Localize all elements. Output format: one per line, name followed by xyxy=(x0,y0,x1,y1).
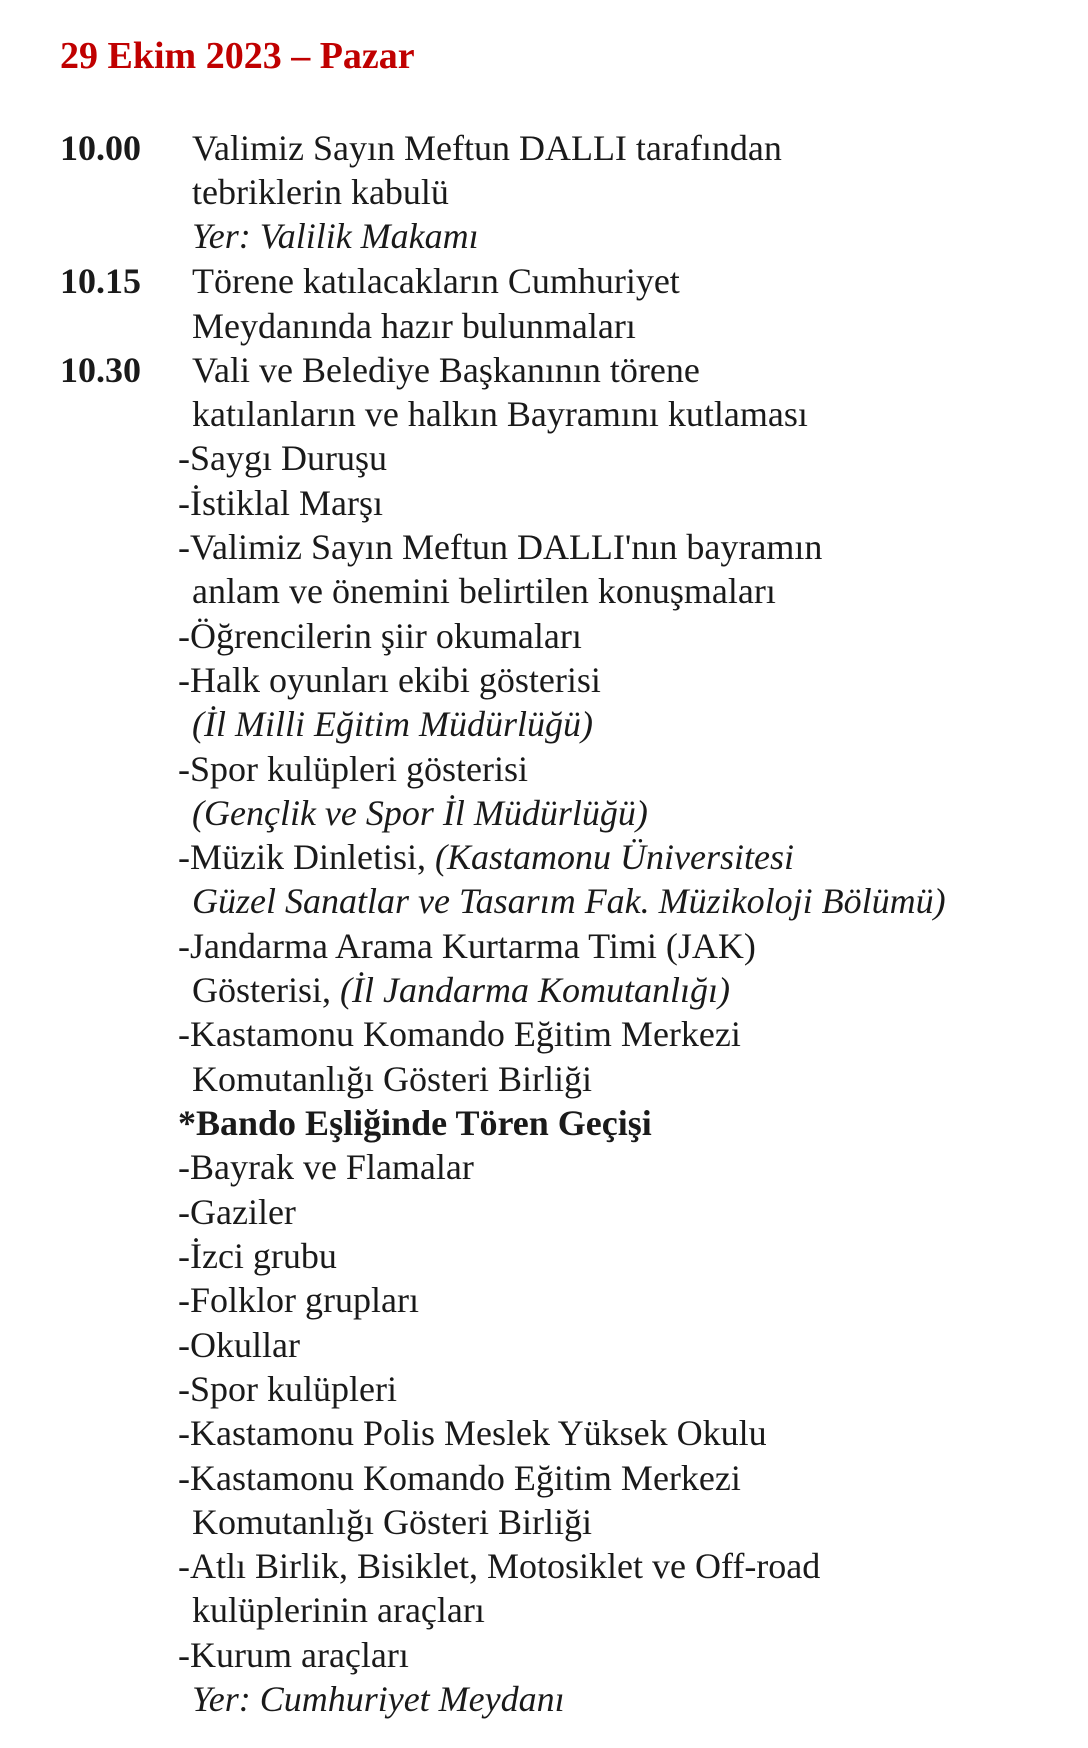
item-jak-line-1: -Jandarma Arama Kurtarma Timi (JAK) xyxy=(178,926,756,966)
program-1000-line-2: tebriklerin kabulü xyxy=(192,172,449,212)
parade-okullar: -Okullar xyxy=(178,1325,300,1365)
item-muzik-org-2: Güzel Sanatlar ve Tasarım Fak. Müzikoloji Bölümü) xyxy=(192,881,946,921)
item-siir: -Öğrencilerin şiir okumaları xyxy=(178,616,582,656)
parade-kurum: -Kurum araçları xyxy=(178,1635,409,1675)
time-1015: 10.15 xyxy=(60,261,141,301)
parade-atli-line-1: -Atlı Birlik, Bisiklet, Motosiklet ve Off-road xyxy=(178,1546,821,1586)
parade-place: Yer: Cumhuriyet Meydanı xyxy=(192,1679,565,1719)
program-1030-line-2: katılanların ve halkın Bayramını kutlaması xyxy=(192,394,808,434)
parade-spor: -Spor kulüpleri xyxy=(178,1369,397,1409)
program-1000-line-1: Valimiz Sayın Meftun DALLI tarafından xyxy=(192,128,782,168)
parade-gaziler: -Gaziler xyxy=(178,1192,296,1232)
item-konusma-line-2: anlam ve önemini belirtilen konuşmaları xyxy=(192,571,776,611)
parade-komando-line-2: Komutanlığı Gösteri Birliği xyxy=(192,1502,592,1542)
item-istiklal-marsi: -İstiklal Marşı xyxy=(178,483,383,523)
program-1030-line-1: Vali ve Belediye Başkanının törene xyxy=(192,350,700,390)
item-muzik-line-1 xyxy=(178,835,794,879)
parade-folklor: -Folklor grupları xyxy=(178,1280,419,1320)
item-halk-oyunlari: -Halk oyunları ekibi gösterisi xyxy=(178,660,601,700)
item-muzik-label: -Müzik Dinletisi, xyxy=(178,837,435,877)
parade-bayrak: -Bayrak ve Flamalar xyxy=(178,1147,474,1187)
item-jak-line-2 xyxy=(192,968,730,1012)
parade-komando-line-1: -Kastamonu Komando Eğitim Merkezi xyxy=(178,1458,741,1498)
item-jak-org: (İl Jandarma Komutanlığı) xyxy=(340,970,730,1010)
time-1000: 10.00 xyxy=(60,128,141,168)
item-spor-gosterisi: -Spor kulüpleri gösterisi xyxy=(178,749,528,789)
program-1015-line-2: Meydanında hazır bulunmaları xyxy=(192,306,636,346)
parade-title: *Bando Eşliğinde Tören Geçişi xyxy=(178,1103,652,1143)
parade-izci: -İzci grubu xyxy=(178,1236,337,1276)
time-1030: 10.30 xyxy=(60,350,141,390)
program-1000-place: Yer: Valilik Makamı xyxy=(192,216,479,256)
parade-polis: -Kastamonu Polis Meslek Yüksek Okulu xyxy=(178,1413,767,1453)
item-muzik-org-1: (Kastamonu Üniversitesi xyxy=(434,837,794,877)
item-halk-oyunlari-org: (İl Milli Eğitim Müdürlüğü) xyxy=(192,704,593,744)
item-jak-label: Gösterisi, xyxy=(192,970,340,1010)
program-1015-line-1: Törene katılacakların Cumhuriyet xyxy=(192,261,680,301)
item-komando-line-2: Komutanlığı Gösteri Birliği xyxy=(192,1059,592,1099)
item-spor-org: (Gençlik ve Spor İl Müdürlüğü) xyxy=(192,793,648,833)
date-heading: 29 Ekim 2023 – Pazar xyxy=(60,35,415,77)
item-saygi-durusu: -Saygı Duruşu xyxy=(178,438,387,478)
item-komando-line-1: -Kastamonu Komando Eğitim Merkezi xyxy=(178,1014,741,1054)
parade-atli-line-2: kulüplerinin araçları xyxy=(192,1590,485,1630)
item-konusma-line-1: -Valimiz Sayın Meftun DALLI'nın bayramın xyxy=(178,527,823,567)
